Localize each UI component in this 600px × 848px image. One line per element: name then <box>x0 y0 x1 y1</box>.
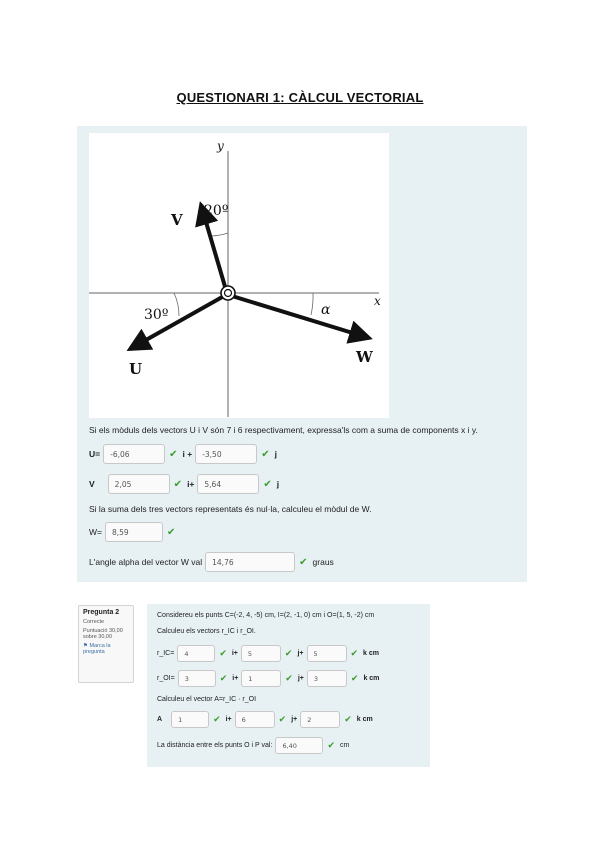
ric-label: r_IC= <box>157 650 175 657</box>
answer-row-roi <box>157 670 379 687</box>
ric-k-input[interactable]: 5 <box>307 645 347 662</box>
sep-j-label: j+ <box>297 650 304 657</box>
vector-v-label: V <box>171 211 183 229</box>
sep-i-label: i+ <box>232 675 239 682</box>
unit-k-label: k cm <box>363 650 380 657</box>
axis-y-label: y <box>217 139 224 153</box>
flag-icon: ⚑ <box>83 643 88 649</box>
check-icon: ✔ <box>167 526 176 538</box>
answer-row-v <box>89 474 279 494</box>
unit-k-label: k cm <box>363 675 380 682</box>
alpha-input[interactable]: 14,76 <box>205 552 295 572</box>
answer-row-distance <box>157 737 349 754</box>
sep-i-label: i+ <box>225 716 232 723</box>
angle-w-label: α <box>321 302 331 318</box>
check-icon: ✔ <box>278 714 287 725</box>
statement-1-text: Si els mòduls dels vectors U i V són 7 i 6 respectivament, expressa'ls com a suma de components x i y. <box>89 425 478 435</box>
vector-w <box>232 296 369 338</box>
check-icon: ✔ <box>219 648 227 659</box>
distance-input[interactable]: 6,40 <box>275 737 323 754</box>
question-number: Pregunta 2 <box>83 609 120 616</box>
flag-question-link[interactable] <box>83 643 129 655</box>
answer-row-w <box>89 522 180 542</box>
answer-row-u <box>89 444 277 464</box>
roi-label: r_OI= <box>157 675 175 682</box>
a-i-input[interactable]: 1 <box>171 711 209 728</box>
distance-unit-label: cm <box>339 742 350 749</box>
answer-row-alpha <box>89 552 334 572</box>
q2-statement-3 <box>157 696 256 703</box>
w-input[interactable]: 8,59 <box>105 522 163 542</box>
check-icon: ✔ <box>261 448 270 460</box>
angle-v-label: 20º <box>204 203 229 219</box>
question-2-panel <box>147 604 430 767</box>
check-icon: ✔ <box>299 556 308 568</box>
sep-j-label: j+ <box>291 716 298 723</box>
axis-x-label: x <box>374 294 381 308</box>
a-k-input[interactable]: 2 <box>300 711 340 728</box>
v-label: V <box>89 479 95 489</box>
statement-2-text: Si la suma dels tres vectors representats és nul·la, calculeu el mòdul de W. <box>89 504 372 514</box>
check-icon: ✔ <box>327 740 335 751</box>
check-icon: ✔ <box>344 714 352 725</box>
check-icon: ✔ <box>350 648 359 659</box>
alpha-text: L'angle alpha del vector W val <box>89 557 203 567</box>
check-icon: ✔ <box>285 673 293 684</box>
check-icon: ✔ <box>169 448 178 460</box>
vector-w-label: W <box>356 348 373 366</box>
statement-1 <box>89 425 478 435</box>
q2-statement-2-text: Calculeu els vectors r_IC i r_OI. <box>157 628 256 635</box>
ric-j-input[interactable]: 5 <box>241 645 281 662</box>
roi-j-input[interactable]: 1 <box>241 670 281 687</box>
u-y-input[interactable]: -3,50 <box>195 444 257 464</box>
sep-i-label: i+ <box>231 650 238 657</box>
vector-diagram <box>89 133 389 418</box>
angle-u-label: 30º <box>144 307 169 323</box>
u-label: U= <box>89 449 101 459</box>
answer-row-ric <box>157 645 379 662</box>
alpha-unit-label: graus <box>312 557 334 567</box>
ric-i-input[interactable]: 4 <box>177 645 215 662</box>
v-x-input[interactable]: 2,05 <box>108 474 170 494</box>
u-sep-label: i + <box>182 449 193 459</box>
a-j-input[interactable]: 6 <box>235 711 275 728</box>
w-label: W= <box>89 527 102 537</box>
check-icon: ✔ <box>213 714 221 725</box>
question-2-info <box>78 605 134 683</box>
v-sep-label: i+ <box>187 479 195 489</box>
u-unit-label: j <box>274 449 277 459</box>
question-1-panel <box>77 126 527 582</box>
q2-statement-1 <box>157 612 374 619</box>
question-status: Correcte <box>83 619 105 625</box>
a-label: A <box>157 716 163 723</box>
check-icon: ✔ <box>173 478 183 490</box>
sep-j-label: j+ <box>297 675 304 682</box>
unit-k-label: k cm <box>356 716 373 723</box>
distance-text: La distància entre els punts O i P val: <box>157 742 273 749</box>
q2-statement-3-text: Calculeu el vector A=r_IC · r_OI <box>157 696 257 703</box>
check-icon: ✔ <box>284 648 293 659</box>
question-score: Puntuació 30,00 sobre 30,00 <box>83 628 123 640</box>
roi-i-input[interactable]: 3 <box>178 670 216 687</box>
vector-u-label: U <box>129 360 143 378</box>
answer-row-a <box>157 711 373 728</box>
u-x-input[interactable]: -6,06 <box>103 444 165 464</box>
flag-question-label: Marca la pregunta <box>83 643 111 655</box>
v-unit-label: j <box>276 479 280 489</box>
statement-2 <box>89 504 372 514</box>
v-y-input[interactable]: 5,64 <box>197 474 259 494</box>
check-icon: ✔ <box>350 673 359 684</box>
q2-statement-1-text: Considereu els punts C=(-2, 4, -5) cm, I=(2, -1, 0) cm i O=(1, 5, -2) cm <box>157 612 375 619</box>
check-icon: ✔ <box>219 673 228 684</box>
page-title: QUESTIONARI 1: CÀLCUL VECTORIAL <box>176 90 424 105</box>
check-icon: ✔ <box>263 478 272 490</box>
q2-statement-2 <box>157 628 256 635</box>
roi-k-input[interactable]: 3 <box>307 670 347 687</box>
